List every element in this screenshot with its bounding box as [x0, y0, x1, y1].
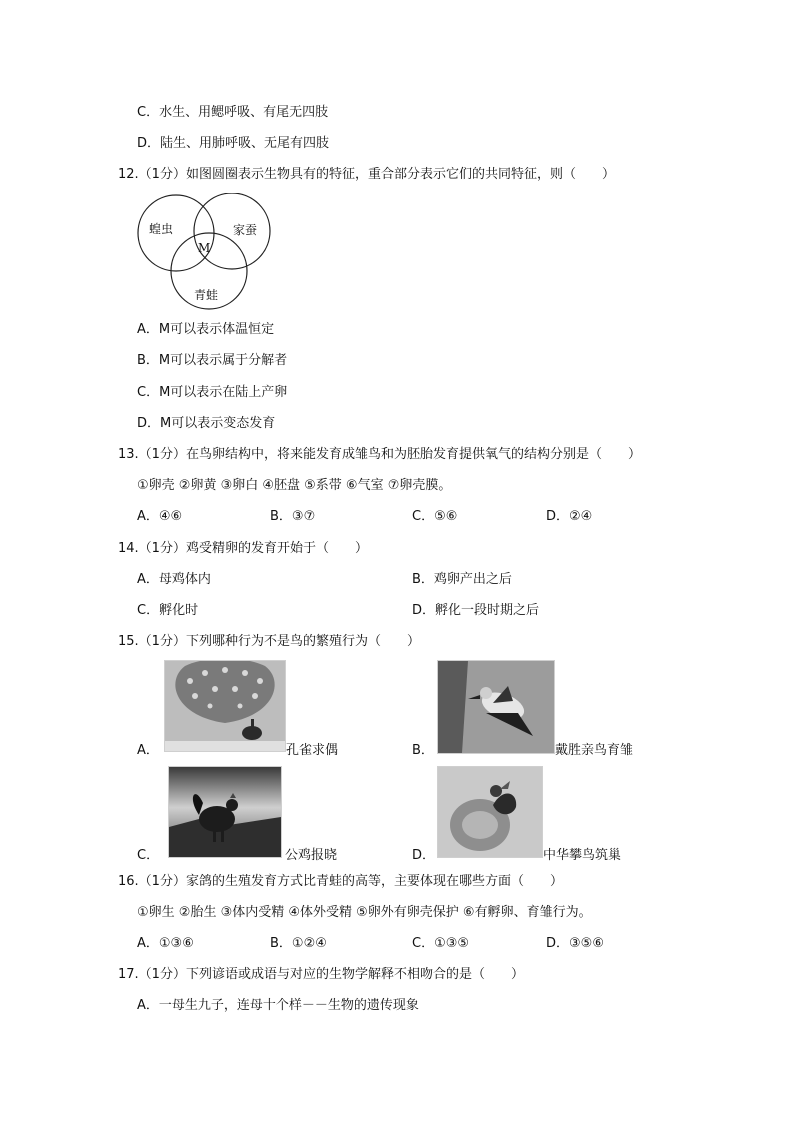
q15-option-a-caption: 孔雀求偶: [286, 743, 339, 758]
q15-option-d-caption: 中华攀鸟筑巢: [543, 848, 622, 863]
question-12-stem: 12.（1分）如图圆圈表示生物具有的特征，重合部分表示它们的共同特征，则（ ）: [118, 167, 615, 182]
q13-option-b: B．③⑦: [270, 509, 316, 524]
q14-option-b: B．鸡卵产出之后: [412, 572, 512, 587]
q12-option-d: D．M可以表示变态发育: [137, 416, 276, 431]
q12-option-c: C．M可以表示在陆上产卵: [137, 385, 288, 400]
q13-option-d: D．②④: [546, 509, 593, 524]
q14-option-c: C．孵化时: [137, 603, 199, 618]
q14-option-d: D．孵化一段时期之后: [412, 603, 540, 618]
hoopoe-photo: [437, 660, 555, 754]
q15-option-c-letter: C．: [137, 848, 160, 863]
venn-label-m: M: [198, 241, 211, 255]
question-14-stem: 14.（1分）鸡受精卵的发育开始于（ ）: [118, 541, 368, 556]
q13-option-c: C．⑤⑥: [412, 509, 458, 524]
venn-label-silkworm: 家蚕: [233, 223, 258, 237]
option-d: D．陆生、用肺呼吸、无尾有四肢: [137, 136, 330, 151]
q13-option-a: A．④⑥: [137, 509, 183, 524]
rooster-photo: [168, 766, 282, 858]
question-16-stem: 16.（1分）家鸽的生殖发育方式比青蛙的高等，主要体现在哪些方面（ ）: [118, 874, 563, 889]
q14-option-a: A．母鸡体内: [137, 572, 211, 587]
question-13-stem: 13.（1分）在鸟卵结构中，将来能发育成雏鸟和为胚胎发育提供氧气的结构分别是（ ）: [118, 447, 641, 462]
peacock-photo: [164, 660, 286, 752]
q12-option-b: B．M可以表示属于分解者: [137, 353, 288, 368]
venn-diagram: [136, 193, 276, 311]
q15-option-b-caption: 戴胜亲鸟育雏: [555, 743, 634, 758]
q15-option-c-caption: 公鸡报晓: [285, 848, 338, 863]
option-c: C．水生、用鳃呼吸、有尾无四肢: [137, 105, 329, 120]
q16-option-d: D．③⑤⑥: [546, 936, 604, 951]
question-17-stem: 17.（1分）下列谚语或成语与对应的生物学解释不相吻合的是（ ）: [118, 967, 524, 982]
q16-option-a: A．①③⑥: [137, 936, 194, 951]
q15-option-a-letter: A．: [137, 743, 159, 758]
q16-option-c: C．①③⑤: [412, 936, 470, 951]
q15-option-d-letter: D．: [412, 848, 436, 863]
nest-photo: [437, 766, 543, 858]
q12-option-a: A．M可以表示体温恒定: [137, 322, 275, 337]
q16-option-b: B．①②④: [270, 936, 327, 951]
venn-label-locust: 蝗虫: [149, 222, 174, 236]
q15-option-b-letter: B．: [412, 743, 434, 758]
question-16-items: ①卵生 ②胎生 ③体内受精 ④体外受精 ⑤卵外有卵壳保护 ⑥有孵卵、育雏行为。: [137, 905, 592, 920]
question-13-items: ①卵壳 ②卵黄 ③卵白 ④胚盘 ⑤系带 ⑥气室 ⑦卵壳膜。: [137, 478, 452, 493]
q17-option-a: A．一母生九子，连母十个样－－生物的遗传现象: [137, 998, 419, 1013]
venn-label-frog: 青蛙: [194, 288, 219, 302]
question-15-stem: 15.（1分）下列哪种行为不是鸟的繁殖行为（ ）: [118, 634, 420, 649]
venn-circle-silkworm: [194, 193, 270, 269]
